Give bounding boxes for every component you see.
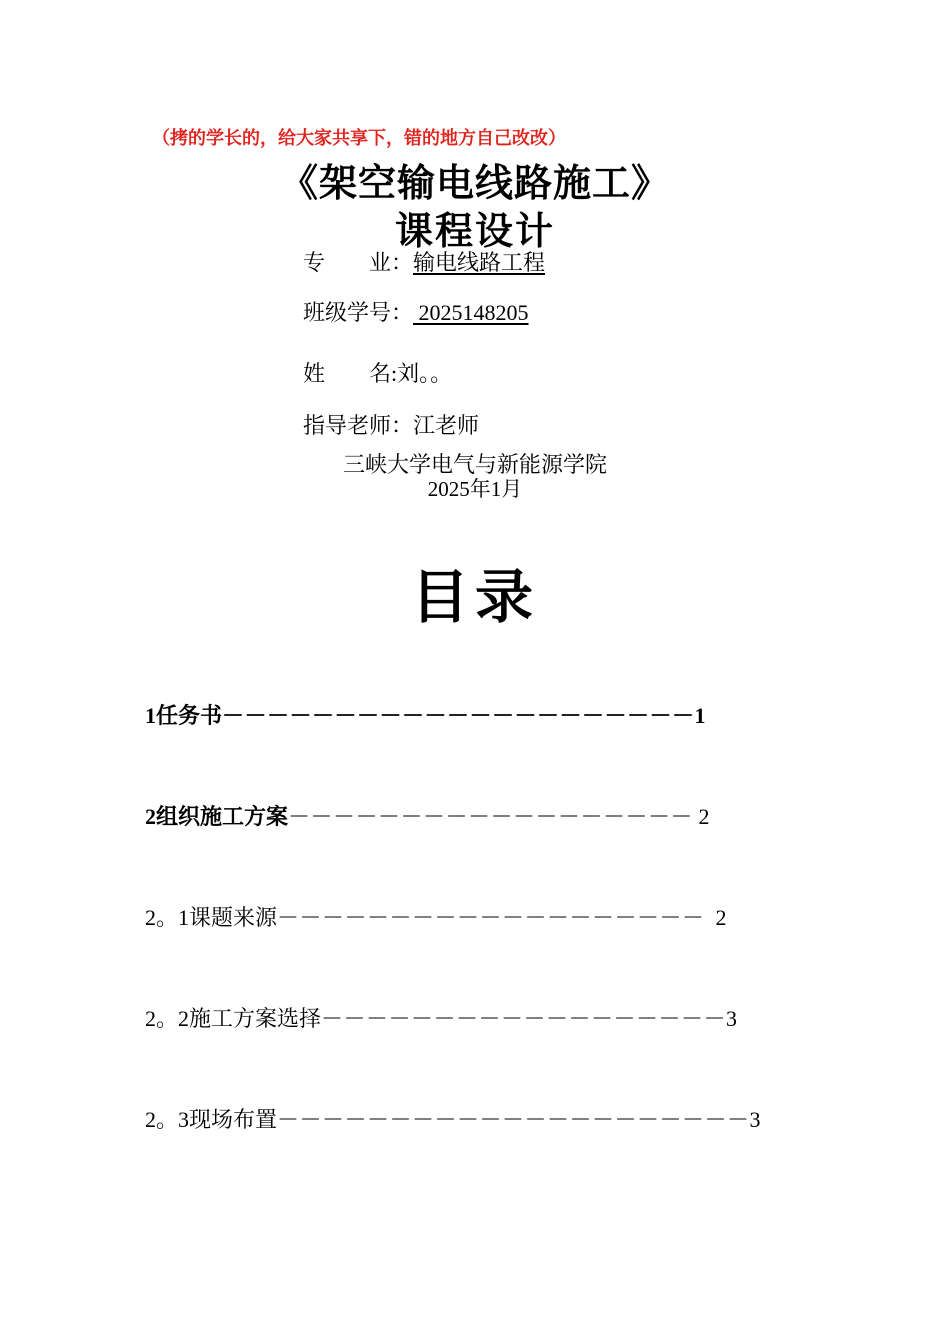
field-tutor bbox=[303, 409, 479, 440]
field-tutor-value: 江老师 bbox=[413, 413, 480, 438]
toc-item[interactable] bbox=[145, 1002, 737, 1033]
field-class-id bbox=[303, 296, 529, 327]
toc-item-label: 1任务书 bbox=[145, 703, 223, 728]
toc-item-label: 2。1课题来源 bbox=[145, 905, 278, 930]
share-note: （拷的学长的，给大家共享下，错的地方自己改改） bbox=[152, 128, 566, 148]
toc-item-label: 2组织施工方案 bbox=[145, 804, 289, 829]
toc-item-page: 2 bbox=[704, 905, 727, 930]
field-tutor-label: 指导老师： bbox=[303, 413, 414, 438]
toc-item-label: 2。3现场布置 bbox=[145, 1107, 278, 1132]
toc-item-page: 1 bbox=[694, 703, 706, 728]
field-major bbox=[303, 246, 545, 277]
toc-item[interactable] bbox=[145, 901, 727, 932]
school-name: 三峡大学电气与新能源学院 bbox=[342, 452, 607, 477]
document-title: 《架空输电线路施工》 bbox=[279, 163, 670, 205]
toc-item[interactable] bbox=[145, 699, 706, 730]
field-name-label: 姓 名: bbox=[303, 361, 398, 386]
toc-title: 目录 bbox=[410, 565, 539, 630]
toc-item-leader: －－－－－－－－－－－－－－－－－－－ bbox=[277, 905, 705, 930]
field-major-value: 输电线路工程 bbox=[413, 250, 546, 275]
field-major-label: 专 业： bbox=[303, 250, 414, 275]
field-class-id-label: 班级学号： bbox=[303, 300, 414, 325]
toc-item-leader: －－－－－－－－－－－－－－－－－－－－－ bbox=[277, 1107, 750, 1132]
document-date: 2025年1月 bbox=[427, 477, 523, 501]
toc-item-leader: －－－－－－－－－－－－－－－－－－ bbox=[288, 804, 694, 829]
field-name bbox=[303, 357, 452, 388]
toc-item-leader: －－－－－－－－－－－－－－－－－－ bbox=[321, 1006, 727, 1031]
toc-item[interactable] bbox=[145, 1103, 761, 1134]
toc-item[interactable] bbox=[145, 800, 710, 831]
document-subtitle: 课程设计 bbox=[394, 211, 555, 253]
field-class-id-value: 2025148205 bbox=[413, 300, 529, 325]
toc-item-page: 3 bbox=[726, 1006, 738, 1031]
toc-item-leader: －－－－－－－－－－－－－－－－－－－－－ bbox=[222, 703, 695, 728]
field-name-value: 刘。。 bbox=[397, 361, 453, 386]
toc-item-page: 2 bbox=[693, 804, 710, 829]
toc-item-label: 2。2施工方案选择 bbox=[145, 1006, 322, 1031]
toc-item-page: 3 bbox=[749, 1107, 761, 1132]
